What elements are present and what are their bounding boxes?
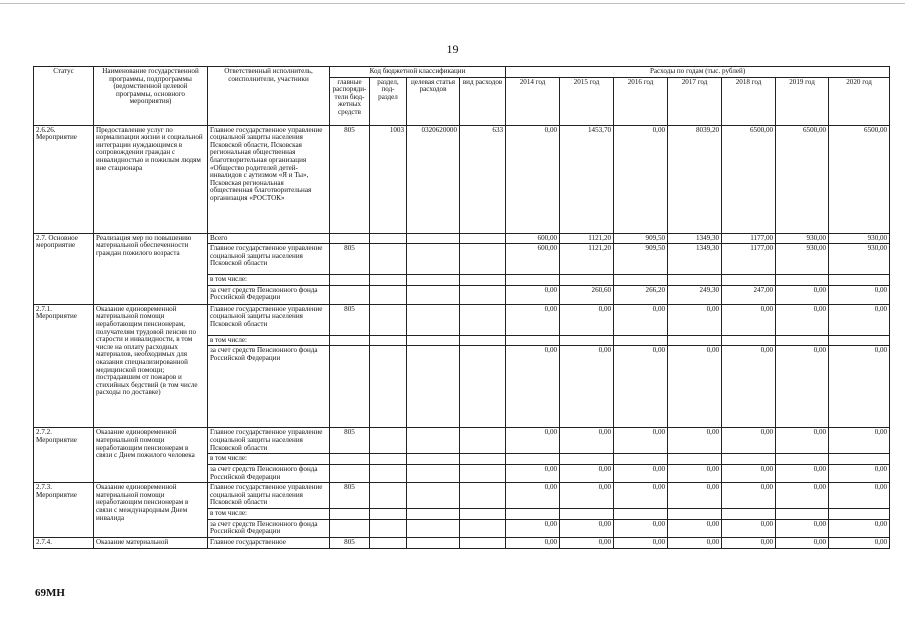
value-cell: 1349,30 xyxy=(668,244,722,275)
value-cell: 0,00 xyxy=(776,304,829,335)
row-executor: Главное государственное управление социальной защиты населения Псковской области xyxy=(208,483,330,509)
row-name: Предоставление услуг по нормализации жизни и социальной интеграции нуждающимся в сопровождении граждан с инвалидностью и пожилым людям вне стационара xyxy=(94,125,208,233)
row-fund: за счет средств Пенсионного фонда Российской Федерации xyxy=(208,285,330,304)
row-grbs: 805 xyxy=(330,125,370,233)
header-year: 2016 год xyxy=(614,77,668,125)
value-cell: 0,00 xyxy=(614,304,668,335)
value-cell: 0,00 xyxy=(829,519,890,537)
value-cell: 0,00 xyxy=(722,537,776,548)
value-cell: 600,00 xyxy=(506,233,560,244)
value-cell: 0,00 xyxy=(668,304,722,335)
header-year: 2020 год xyxy=(829,77,890,125)
value-cell: 6500,00 xyxy=(776,125,829,233)
row-name: Реализация мер по повышению материальной обеспеченности граждан пожилого возраста xyxy=(94,233,208,304)
budget-table xyxy=(33,66,890,549)
row-total-label: Всего xyxy=(208,233,330,244)
value-cell: 0,00 xyxy=(829,428,890,454)
header-year: 2015 год xyxy=(560,77,614,125)
value-cell: 0,00 xyxy=(776,519,829,537)
row-status: 2.7.1. Мероприятие xyxy=(34,304,94,428)
header-row-1 xyxy=(34,67,890,78)
value-cell: 0,00 xyxy=(614,346,668,428)
table-row xyxy=(34,483,890,509)
value-cell: 0,00 xyxy=(506,519,560,537)
row-fund: за счет средств Пенсионного фонда Российской Федерации xyxy=(208,464,330,482)
header-year: 2018 год xyxy=(722,77,776,125)
value-cell: 0,00 xyxy=(776,285,829,304)
row-name: Оказание единовременной материальной помощи неработающим пенсионерам в связи с Днем пожилого человека xyxy=(94,428,208,483)
value-cell: 0,00 xyxy=(560,346,614,428)
value-cell: 0,00 xyxy=(560,537,614,548)
value-cell: 0,00 xyxy=(829,483,890,509)
row-name: Оказание материальной xyxy=(94,537,208,548)
header-name: Наименование государственной программы, подпрограммы (ведомственной целевой программы, основного мероприятия) xyxy=(94,67,208,126)
row-incl: в том числе: xyxy=(208,454,330,465)
header-year: 2019 год xyxy=(776,77,829,125)
row-executor: Главное государственное управление социальной защиты населения Псковской области, Псковская региональная общественная благотворительная организация «Общество родителей детей-инвалидов с аутизмом «Я и Ты», Псковская региональная общественная благотворительная организация «РОСТОК» xyxy=(208,125,330,233)
value-cell: 0,00 xyxy=(614,464,668,482)
row-incl: в том числе: xyxy=(208,509,330,520)
value-cell: 0,00 xyxy=(560,428,614,454)
header-vr: вид расходов xyxy=(460,77,506,125)
value-cell: 0,00 xyxy=(560,464,614,482)
row-grbs: 805 xyxy=(330,304,370,335)
row-fund: за счет средств Пенсионного фонда Российской Федерации xyxy=(208,519,330,537)
value-cell: 8039,20 xyxy=(668,125,722,233)
value-cell: 1121,20 xyxy=(560,244,614,275)
value-cell: 260,60 xyxy=(560,285,614,304)
header-year: 2017 год xyxy=(668,77,722,125)
row-name: Оказание единовременной материальной помощи неработающим пенсионерам в связи с международным Днем инвалида xyxy=(94,483,208,538)
value-cell: 0,00 xyxy=(614,537,668,548)
value-cell: 930,00 xyxy=(776,233,829,244)
value-cell: 0,00 xyxy=(668,519,722,537)
value-cell: 0,00 xyxy=(506,285,560,304)
row-status: 2.7. Основное мероприятие xyxy=(34,233,94,304)
value-cell: 930,00 xyxy=(776,244,829,275)
row-grbs: 805 xyxy=(330,428,370,454)
value-cell: 1177,00 xyxy=(722,233,776,244)
page-number: 19 xyxy=(446,42,459,56)
value-cell: 1121,20 xyxy=(560,233,614,244)
value-cell: 0,00 xyxy=(560,483,614,509)
table-row xyxy=(34,125,890,233)
row-status: 2.6.26. Мероприятие xyxy=(34,125,94,233)
value-cell: 0,00 xyxy=(560,304,614,335)
value-cell: 0,00 xyxy=(506,464,560,482)
value-cell: 1453,70 xyxy=(560,125,614,233)
value-cell: 0,00 xyxy=(776,483,829,509)
value-cell: 249,30 xyxy=(668,285,722,304)
value-cell: 0,00 xyxy=(506,428,560,454)
value-cell: 0,00 xyxy=(829,304,890,335)
row-incl: в том числе: xyxy=(208,335,330,346)
header-razdel: раздел, под-раздел xyxy=(370,77,407,125)
table-row xyxy=(34,233,890,244)
value-cell: 266,20 xyxy=(614,285,668,304)
value-cell: 0,00 xyxy=(722,428,776,454)
value-cell: 0,00 xyxy=(614,519,668,537)
value-cell: 0,00 xyxy=(722,483,776,509)
value-cell: 930,00 xyxy=(829,233,890,244)
row-grbs: 805 xyxy=(330,483,370,509)
value-cell: 0,00 xyxy=(722,346,776,428)
value-cell: 0,00 xyxy=(776,428,829,454)
value-cell: 0,00 xyxy=(829,464,890,482)
value-cell: 0,00 xyxy=(668,428,722,454)
row-executor: Главное государственное xyxy=(208,537,330,548)
value-cell: 930,00 xyxy=(829,244,890,275)
row-executor: Главное государственное управление социальной защиты населения Псковской области xyxy=(208,428,330,454)
header-status: Статус xyxy=(34,67,94,126)
table-row xyxy=(34,428,890,454)
header-budget-code: Код бюджетной классификации xyxy=(330,67,506,78)
table-row xyxy=(34,304,890,335)
row-name: Оказание единовременной материальной помощи неработающим пенсионерам, получателям трудовой пенсии по старости и инвалидности, в том числе на оплату расходных материалов, необходимых для оказания специализированной медицинской помощи; пострадавшим от пожаров и стихийных бедствий (в том числе расходы по доставке) xyxy=(94,304,208,428)
value-cell: 0,00 xyxy=(668,464,722,482)
value-cell: 0,00 xyxy=(722,464,776,482)
value-cell: 909,50 xyxy=(614,244,668,275)
header-grbs: главные распоряди-тели бюд-жетных средств xyxy=(330,77,370,125)
row-vr: 633 xyxy=(460,125,506,233)
value-cell: 0,00 xyxy=(722,519,776,537)
value-cell: 0,00 xyxy=(668,537,722,548)
value-cell: 0,00 xyxy=(506,483,560,509)
value-cell: 0,00 xyxy=(776,537,829,548)
value-cell: 0,00 xyxy=(506,304,560,335)
row-grbs: 805 xyxy=(330,244,370,275)
value-cell: 0,00 xyxy=(614,428,668,454)
value-cell: 0,00 xyxy=(829,346,890,428)
value-cell: 6500,00 xyxy=(829,125,890,233)
row-executor: Главное государственное управление социальной защиты населения Псковской области xyxy=(208,244,330,275)
row-razdel: 1003 xyxy=(370,125,407,233)
value-cell: 1177,00 xyxy=(722,244,776,275)
value-cell: 0,00 xyxy=(614,125,668,233)
value-cell: 0,00 xyxy=(614,483,668,509)
value-cell: 0,00 xyxy=(829,537,890,548)
row-grbs: 805 xyxy=(330,537,370,548)
value-cell: 909,50 xyxy=(614,233,668,244)
header-executor: Ответственный исполнитель, соисполнители, участники xyxy=(208,67,330,126)
row-incl: в том числе: xyxy=(208,275,330,286)
value-cell: 0,00 xyxy=(506,125,560,233)
scan-artifact-line xyxy=(0,3,905,4)
footer-code: 69МН xyxy=(35,587,65,599)
row-csr: 0320620000 xyxy=(407,125,460,233)
header-expenses: Расходы по годам (тыс. рублей) xyxy=(506,67,890,78)
row-status: 2.7.3. Мероприятие xyxy=(34,483,94,538)
value-cell: 0,00 xyxy=(722,304,776,335)
value-cell: 0,00 xyxy=(506,346,560,428)
value-cell: 0,00 xyxy=(776,346,829,428)
value-cell: 0,00 xyxy=(668,346,722,428)
table-row xyxy=(34,537,890,548)
row-fund: за счет средств Пенсионного фонда Российской Федерации xyxy=(208,346,330,428)
value-cell: 0,00 xyxy=(506,537,560,548)
value-cell: 0,00 xyxy=(829,285,890,304)
header-year: 2014 год xyxy=(506,77,560,125)
row-status: 2.7.4. xyxy=(34,537,94,548)
value-cell: 247,00 xyxy=(722,285,776,304)
value-cell: 0,00 xyxy=(776,464,829,482)
row-executor: Главное государственное управление социальной защиты населения Псковской области xyxy=(208,304,330,335)
value-cell: 600,00 xyxy=(506,244,560,275)
value-cell: 0,00 xyxy=(668,483,722,509)
value-cell: 1349,30 xyxy=(668,233,722,244)
row-status: 2.7.2. Мероприятие xyxy=(34,428,94,483)
header-csr: целевая статья расходов xyxy=(407,77,460,125)
value-cell: 0,00 xyxy=(560,519,614,537)
value-cell: 6500,00 xyxy=(722,125,776,233)
